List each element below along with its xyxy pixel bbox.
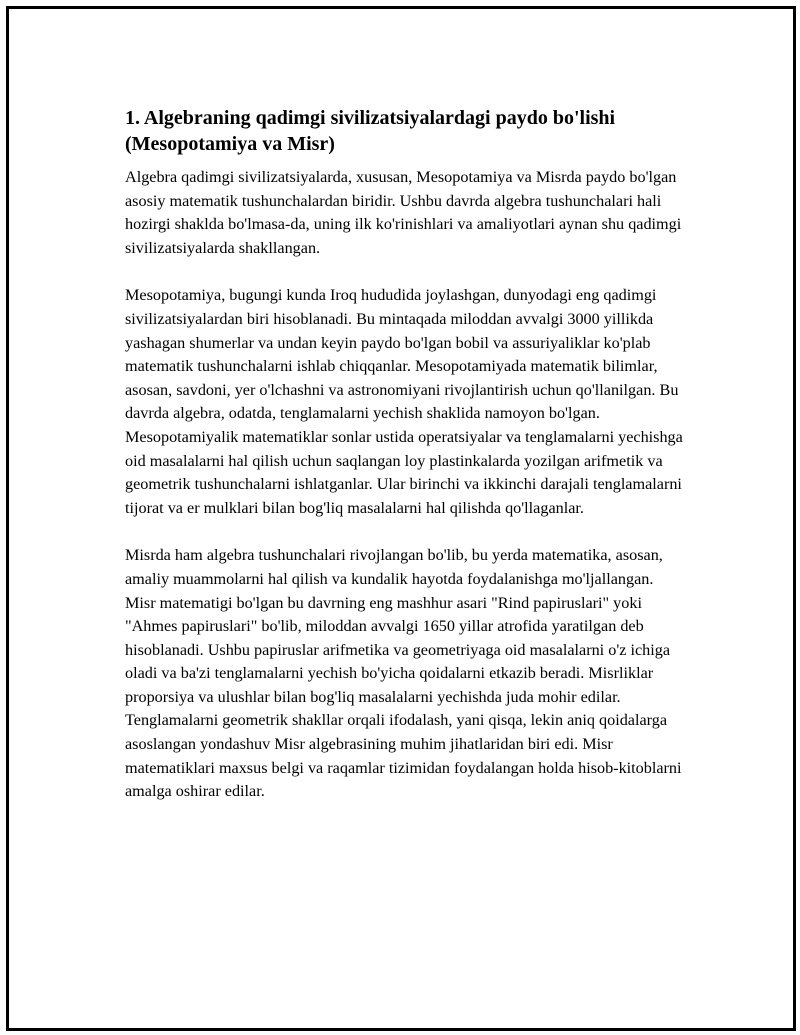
- paragraph-mesopotamia: Mesopotamiya, bugungi kunda Iroq hududida joylashgan, dunyodagi eng qadimgi sivilizatsiyalardan biri hisoblanadi. Bu mintaqada miloddan avvalgi 3000 yillikda yashagan shumerlar va undan keyin paydo bo'lgan bobil va assuriyaliklar ko'plab matematik tushunchalarni ishlab chiqqanlar. Mesopotamiyada matematik bilimlar, asosan, savdoni, yer o'lchashni va astronomiyani rivojlantirish uchun qo'llanilgan. Bu davrda algebra, odatda, tenglamalarni yechish shaklida namoyon bo'lgan. Mesopotamiyalik matematiklar sonlar ustida operatsiyalar va tenglamalarni yechishga oid masalalarni hal qilish uchun saqlangan loy plastinkalarda yozilgan arifmetik va geometrik tushunchalarni ishlatganlar. Ular birinchi va ikkinchi darajali tenglamalarni tijorat va er mulklari bilan bog'liq masalalarni hal qilishda qo'llaganlar.: [125, 286, 683, 517]
- document-body: [125, 105, 687, 828]
- section-heading: 1. Algebraning qadimgi sivilizatsiyalardagi paydo bo'lishi (Mesopotamiya va Misr): [125, 107, 616, 155]
- paragraph-egypt: Misrda ham algebra tushunchalari rivojlangan bo'lib, bu yerda matematika, asosan, amaliy muammolarni hal qilish va kundalik hayotda foydalanishga mo'ljallangan. Misr matematigi bo'lgan bu davrning eng mashhur asari "Rind papiruslari" yoki "Ahmes papiruslari" bo'lib, miloddan avvalgi 1650 yillar atrofida yaratilgan deb hisoblanadi. Ushbu papiruslar arifmetika va geometriyaga oid masalalarni o'z ichiga oladi va ba'zi tenglamalarni yechish bo'yicha qoidalarni etkazib beradi. Misrliklar proporsiya va ulushlar bilan bog'liq masalalarni yechishda juda mohir edilar. Tenglamalarni geometrik shakllar orqali ifodalash, yani qisqa, lekin aniq qoidalarga asoslangan yondashuv Misr algebrasining muhim jihatlaridan biri edi. Misr matematiklari maxsus belgi va raqamlar tizimidan foydalangan holda hisob-kitoblarni amalga oshirar edilar.: [125, 546, 682, 801]
- paragraph-intro: Algebra qadimgi sivilizatsiyalarda, xususan, Mesopotamiya va Misrda paydo bo'lgan asosiy matematik tushunchalardan biridir. Ushbu davrda algebra tushunchalari hali hozirgi shaklda bo'lmasa-da, uning ilk ko'rinishlari va amaliyotlari aynan shu qadimgi sivilizatsiyalarda shakllangan.: [125, 168, 682, 257]
- page-frame: [6, 6, 796, 1031]
